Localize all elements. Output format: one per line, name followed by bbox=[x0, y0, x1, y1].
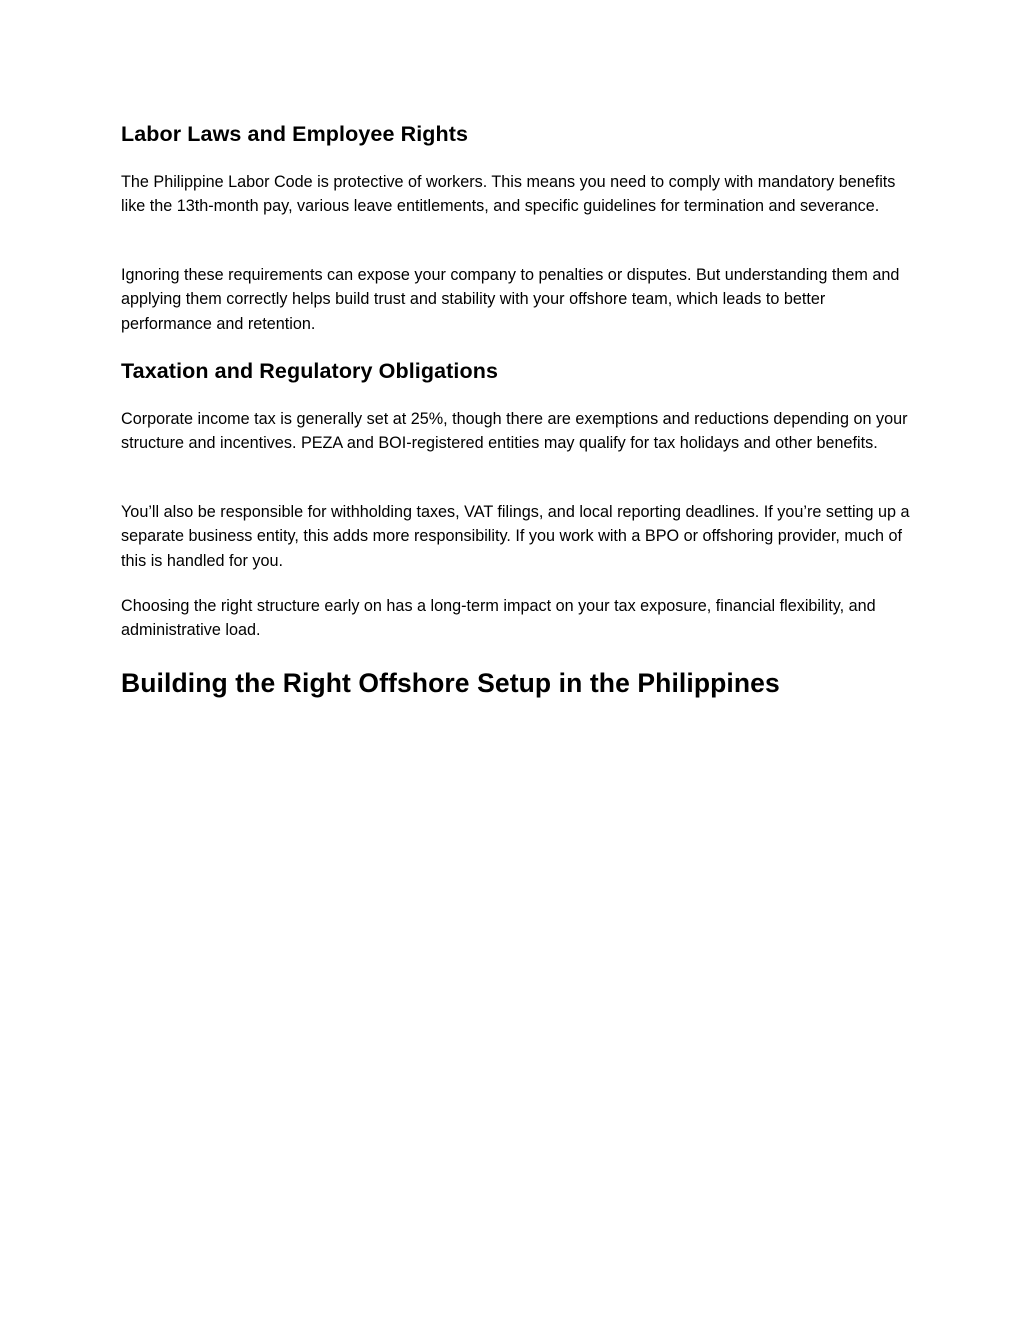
section-heading-taxation: Taxation and Regulatory Obligations bbox=[121, 359, 498, 383]
section-heading-labor-laws: Labor Laws and Employee Rights bbox=[121, 122, 469, 146]
paragraph-corporate-tax: Corporate income tax is generally set at 25%, though there are exemptions and reductions depending on your structure and incentives. PEZA and BOI-registered entities may qualify for tax holidays and other benefits. bbox=[121, 410, 908, 453]
section-heading-building-setup: Building the Right Offshore Setup in the Philippines bbox=[121, 668, 780, 698]
paragraph-choosing-structure: Choosing the right structure early on has a long-term impact on your tax exposure, financial flexibility, and administrative load. bbox=[121, 597, 876, 640]
paragraph-labor-compliance: Ignoring these requirements can expose your company to penalties or disputes. But understanding them and applying them correctly helps build trust and stability with your offshore team, which leads to better performance and retention. bbox=[121, 266, 900, 333]
paragraph-labor-code: The Philippine Labor Code is protective of workers. This means you need to comply with mandatory benefits like the 13th-month pay, various leave entitlements, and specific guidelines for termination and severance. bbox=[121, 173, 896, 216]
paragraph-withholding-taxes: You’ll also be responsible for withholding taxes, VAT filings, and local reporting deadlines. If you’re setting up a separate business entity, this adds more responsibility. If you work with a BPO or offshoring provider, much of this is handled for you. bbox=[121, 503, 910, 570]
